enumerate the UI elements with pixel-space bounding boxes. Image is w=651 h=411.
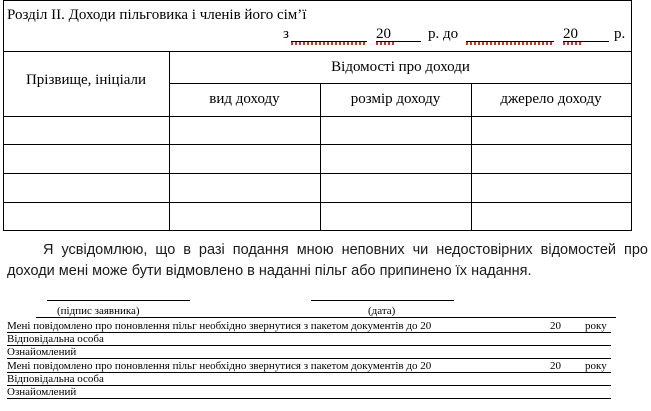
table-row[interactable] bbox=[4, 174, 631, 202]
period-year-2: 20 bbox=[563, 26, 578, 42]
spellcheck-mark bbox=[563, 42, 581, 45]
table-border-right bbox=[631, 0, 632, 231]
section-title: Розділ ІІ. Доходи пільговика і членів його сім’ї bbox=[7, 7, 307, 23]
signature-caption-underline bbox=[36, 317, 616, 318]
applicant-signature-caption: (підпис заявника) bbox=[57, 305, 140, 317]
spellcheck-mark bbox=[291, 42, 367, 45]
notice-1-responsible-label: Відповідальна особа bbox=[7, 333, 104, 345]
period-to-label: р. до bbox=[428, 26, 459, 42]
period-year-suffix: р. bbox=[614, 26, 626, 42]
notice-1-acquainted-line[interactable] bbox=[7, 358, 611, 359]
notice-2-acquainted-label: Ознайомлений bbox=[7, 386, 77, 398]
notice-2-responsible-line[interactable] bbox=[7, 385, 611, 386]
col-header-income-type: вид доходу bbox=[209, 91, 280, 107]
spellcheck-mark bbox=[466, 42, 554, 45]
table-row[interactable] bbox=[4, 145, 631, 173]
notice-1-year: 20 bbox=[550, 320, 561, 332]
notice-2-responsible-label: Відповідальна особа bbox=[7, 373, 104, 385]
table-row[interactable] bbox=[4, 117, 631, 144]
col-header-income-amount: розмір доходу bbox=[350, 91, 441, 107]
notice-2-year: 20 bbox=[550, 360, 561, 372]
col-header-income-info: Відомості про доходи bbox=[331, 59, 470, 75]
notice-1-responsible-line[interactable] bbox=[7, 345, 611, 346]
table-row[interactable] bbox=[4, 203, 631, 230]
spellcheck-mark bbox=[376, 42, 394, 45]
declaration-paragraph: Я усвідомлюю, що в разі подання мною неповних чи недостовірних відомостей про доходи мені може бути відмовлено в наданні пільг або припинено їх надання. bbox=[7, 242, 648, 279]
notice-1-text: Мені повідомлено про поновлення пільг необхідно звернутися з пакетом документів до 20 bbox=[7, 320, 432, 332]
income-table bbox=[3, 0, 632, 231]
table-divider-subheader bbox=[169, 83, 632, 84]
col-header-name: Прізвище, ініціали bbox=[25, 72, 147, 88]
applicant-signature-line[interactable] bbox=[47, 300, 190, 301]
table-border-top bbox=[3, 0, 632, 1]
notice-1-acquainted-label: Ознайомлений bbox=[7, 346, 77, 358]
period-from-label: з bbox=[283, 26, 289, 42]
notice-1-year-word: року bbox=[585, 320, 607, 332]
col-header-income-source: джерело доходу bbox=[500, 91, 602, 107]
period-year-1: 20 bbox=[376, 26, 391, 42]
notice-2-acquainted-line[interactable] bbox=[7, 398, 611, 399]
date-caption: (дата) bbox=[368, 305, 396, 317]
notice-2-text: Мені повідомлено про поновлення пільг необхідно звернутися з пакетом документів до 20 bbox=[7, 360, 432, 372]
table-divider-header bbox=[3, 51, 632, 52]
table-border-bottom bbox=[3, 230, 632, 231]
date-line[interactable] bbox=[311, 300, 454, 301]
notice-2-year-word: року bbox=[585, 360, 607, 372]
